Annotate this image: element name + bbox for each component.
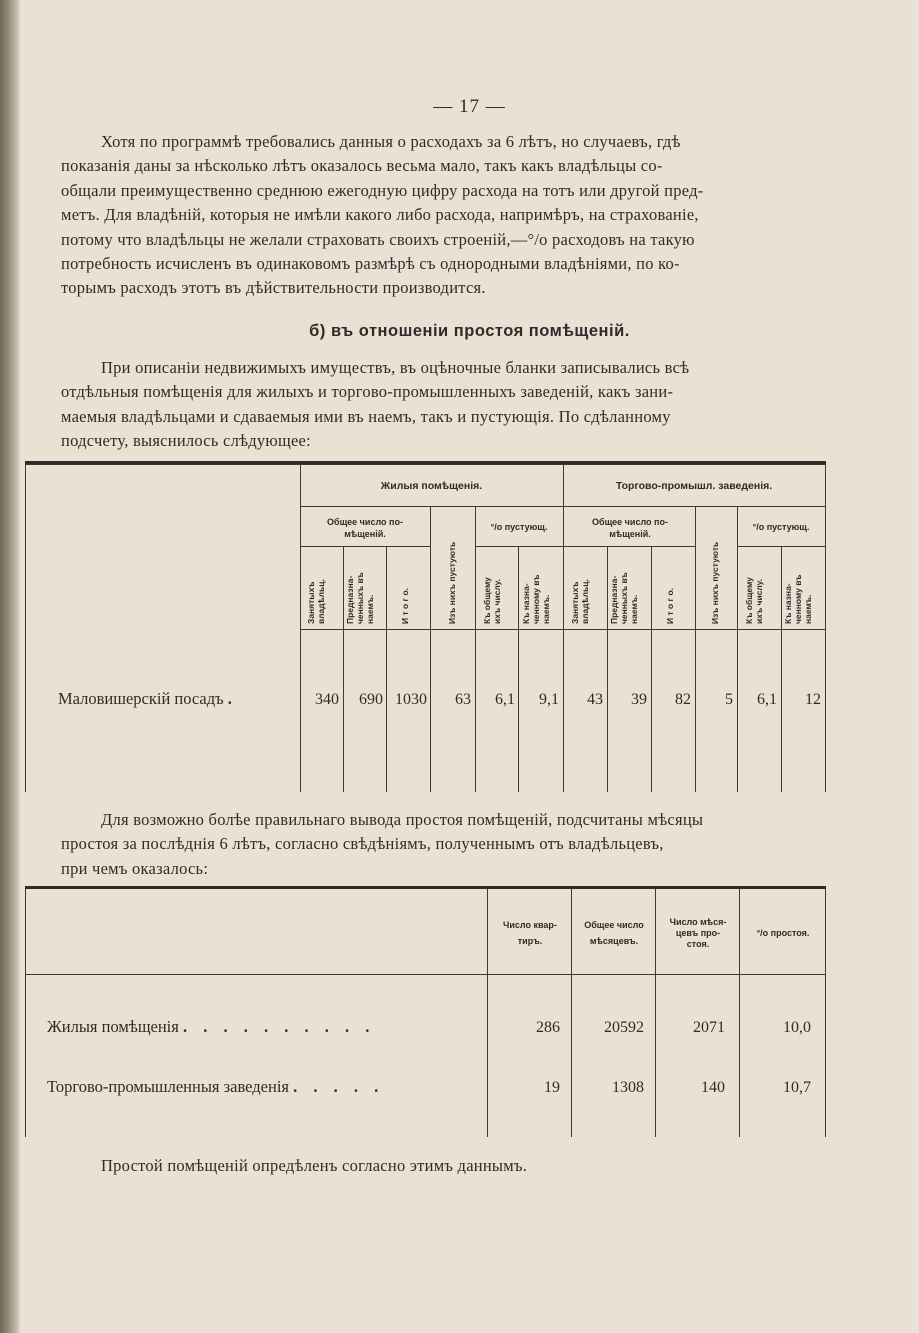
header-vacant-months: Число мѣся- цевъ про- стоя. xyxy=(669,917,727,949)
header-total: И т о г о. xyxy=(665,587,675,624)
row-label-commercial: Торгово-промышленныя заведенія . . . . . xyxy=(47,1077,385,1096)
paragraph-line: показанія даны за нѣсколько лѣтъ оказалось весьма мало, такъ какъ владѣльцы со- xyxy=(61,156,663,176)
table-divider xyxy=(487,889,488,1137)
cell-commercial-empty: 5 xyxy=(725,691,733,708)
row-label-text: Жилыя помѣщенія xyxy=(47,1017,179,1036)
table-rule xyxy=(300,629,825,630)
cell-total-months: 1308 xyxy=(612,1079,644,1096)
header-for-rent: Предназна- ченныхъ въ наемъ. xyxy=(609,572,639,624)
paragraph-line: Для возможно болѣе правильнаго вывода простоя помѣщеній, подсчитаны мѣсяцы xyxy=(101,810,704,829)
row-label-text: Торгово-промышленныя заведенія xyxy=(47,1077,289,1096)
premises-table xyxy=(25,461,826,792)
paragraph-line: метъ. Для владѣній, которыя не имѣли какого либо расхода, напримѣръ, на страхованіе, xyxy=(61,205,699,225)
header-percent-empty: °/о пустующ. xyxy=(752,522,810,532)
cell-vacancy-percent: 10,0 xyxy=(783,1019,811,1036)
table-divider xyxy=(343,546,344,792)
table-divider xyxy=(300,464,301,792)
paragraph-line: потребность исчисленъ въ одинаковомъ размѣрѣ съ однородными владѣніями, по ко- xyxy=(61,254,680,274)
header-for-rent: Предназна- ченныхъ въ наемъ. xyxy=(345,572,375,624)
table-rule xyxy=(25,464,826,465)
header-total-count: Общее число по- мѣщеній. xyxy=(327,517,403,539)
table-divider xyxy=(571,889,572,1137)
table-divider xyxy=(737,506,738,792)
cell-residential-occupied: 340 xyxy=(315,691,339,708)
table-border xyxy=(25,889,26,1137)
table-divider xyxy=(655,889,656,1137)
table-rule xyxy=(563,546,695,547)
cell-commercial-pct-rent: 12 xyxy=(805,691,821,708)
cell-commercial-pct-total: 6,1 xyxy=(757,691,777,708)
row-label-text: Маловишерскій посадъ xyxy=(58,689,224,708)
paragraph-line: отдѣльныя помѣщенія для жилыхъ и торгово-промышленныхъ заведеній, какъ зани- xyxy=(61,382,674,402)
document-page xyxy=(20,0,919,1333)
cell-commercial-occupied: 43 xyxy=(587,691,603,708)
table-border xyxy=(825,464,826,792)
table-divider xyxy=(430,506,431,792)
table-divider xyxy=(651,546,652,792)
vacancy-table xyxy=(25,886,826,1137)
header-pct-rent: Къ назна- ченному въ наемъ. xyxy=(783,574,813,624)
cell-residential-empty: 63 xyxy=(455,691,471,708)
cell-residential-pct-rent: 9,1 xyxy=(539,691,559,708)
paragraph-line: Простой помѣщеній опредѣленъ согласно этимъ даннымъ. xyxy=(101,1156,528,1175)
paragraph-line: простоя за послѣднія 6 лѣтъ, согласно свѣдѣніямъ, полученнымъ отъ владѣльцевъ, xyxy=(61,834,664,854)
cell-residential-pct-total: 6,1 xyxy=(495,691,515,708)
paragraph-vacancy-months xyxy=(61,808,826,881)
paragraph-line: подсчету, выяснилось слѣдующее: xyxy=(61,431,311,451)
table-rule xyxy=(475,546,563,547)
section-heading: б) въ отношеніи простоя помѣщеній. xyxy=(309,322,630,340)
table-divider xyxy=(781,546,782,792)
paragraph-line: Хотя по программѣ требовались данныя о расходахъ за 6 лѣтъ, но случаевъ, гдѣ xyxy=(101,132,681,151)
table-divider xyxy=(386,546,387,792)
cell-total-months: 20592 xyxy=(604,1019,644,1036)
cell-residential-for-rent: 690 xyxy=(359,691,383,708)
header-empty-of-them: Изъ нихъ пустують xyxy=(447,541,457,624)
table-border xyxy=(825,889,826,1137)
header-total: И т о г о. xyxy=(400,587,410,624)
header-commercial: Торгово-промышл. заведенія. xyxy=(615,480,773,492)
paragraph-premises xyxy=(61,356,826,454)
table-divider xyxy=(475,506,476,792)
table-divider xyxy=(563,464,564,792)
cell-commercial-total: 82 xyxy=(675,691,691,708)
table-rule xyxy=(300,546,430,547)
table-rule xyxy=(300,506,825,507)
header-total-months: Общее число мѣсяцевъ. xyxy=(584,920,644,946)
table-rule xyxy=(25,974,826,975)
cell-residential-total: 1030 xyxy=(395,691,427,708)
table-border xyxy=(25,464,26,792)
closing-line xyxy=(61,1154,826,1178)
paragraph-line: потому что владѣльцы не желали страховать своихъ строеній,—°/о расходовъ на такую xyxy=(61,229,695,249)
header-vacancy-percent: °/о простоя. xyxy=(756,928,810,938)
row-label-residential: Жилыя помѣщенія . . . . . . . . . . xyxy=(47,1017,376,1036)
row-label-malovishera: Маловишерскій посадъ . xyxy=(58,689,232,708)
paragraph-line: торымъ расходъ этотъ въ дѣйствительности производится. xyxy=(61,278,486,298)
paragraph-line: при чемъ оказалось: xyxy=(61,858,209,878)
cell-commercial-for-rent: 39 xyxy=(631,691,647,708)
table-divider xyxy=(607,546,608,792)
header-pct-total: Къ общему ихъ числу. xyxy=(482,577,502,624)
header-residential: Жилыя помѣщенія. xyxy=(380,480,483,492)
header-empty-of-them: Изъ нихъ пустують xyxy=(710,541,720,624)
paragraph-line: общали преимущественно среднюю ежегодную цифру расхода на тотъ или другой пред- xyxy=(61,180,704,200)
table-rule xyxy=(737,546,825,547)
paragraph-expenses xyxy=(61,130,826,301)
paragraph-line: маемыя владѣльцами и сдаваемыя ими въ наемъ, такъ и пустующія. По сдѣланному xyxy=(61,406,671,426)
header-apartments: Число квар- тиръ. xyxy=(503,920,557,946)
header-pct-total: Къ общему ихъ числу. xyxy=(744,577,764,624)
header-pct-rent: Къ назна- ченному въ наемъ. xyxy=(521,574,551,624)
cell-apartments: 286 xyxy=(536,1019,560,1036)
cell-apartments: 19 xyxy=(544,1079,560,1096)
header-occupied: Занятыхъ владѣльц. xyxy=(570,579,590,624)
paragraph-line: При описаніи недвижимыхъ имуществъ, въ оцѣночные бланки записывались всѣ xyxy=(101,358,690,377)
table-divider xyxy=(739,889,740,1137)
cell-vacancy-percent: 10,7 xyxy=(783,1079,811,1096)
table-divider xyxy=(695,506,696,792)
book-binding-edge xyxy=(0,0,20,1333)
header-percent-empty: °/о пустующ. xyxy=(490,522,548,532)
cell-vacant-months: 2071 xyxy=(693,1019,725,1036)
cell-vacant-months: 140 xyxy=(701,1079,725,1096)
header-total-count: Общее число по- мѣщеній. xyxy=(592,517,668,539)
page-number: — 17 — xyxy=(433,96,506,117)
table-divider xyxy=(518,546,519,792)
header-occupied: Занятыхъ владѣльц. xyxy=(306,579,326,624)
